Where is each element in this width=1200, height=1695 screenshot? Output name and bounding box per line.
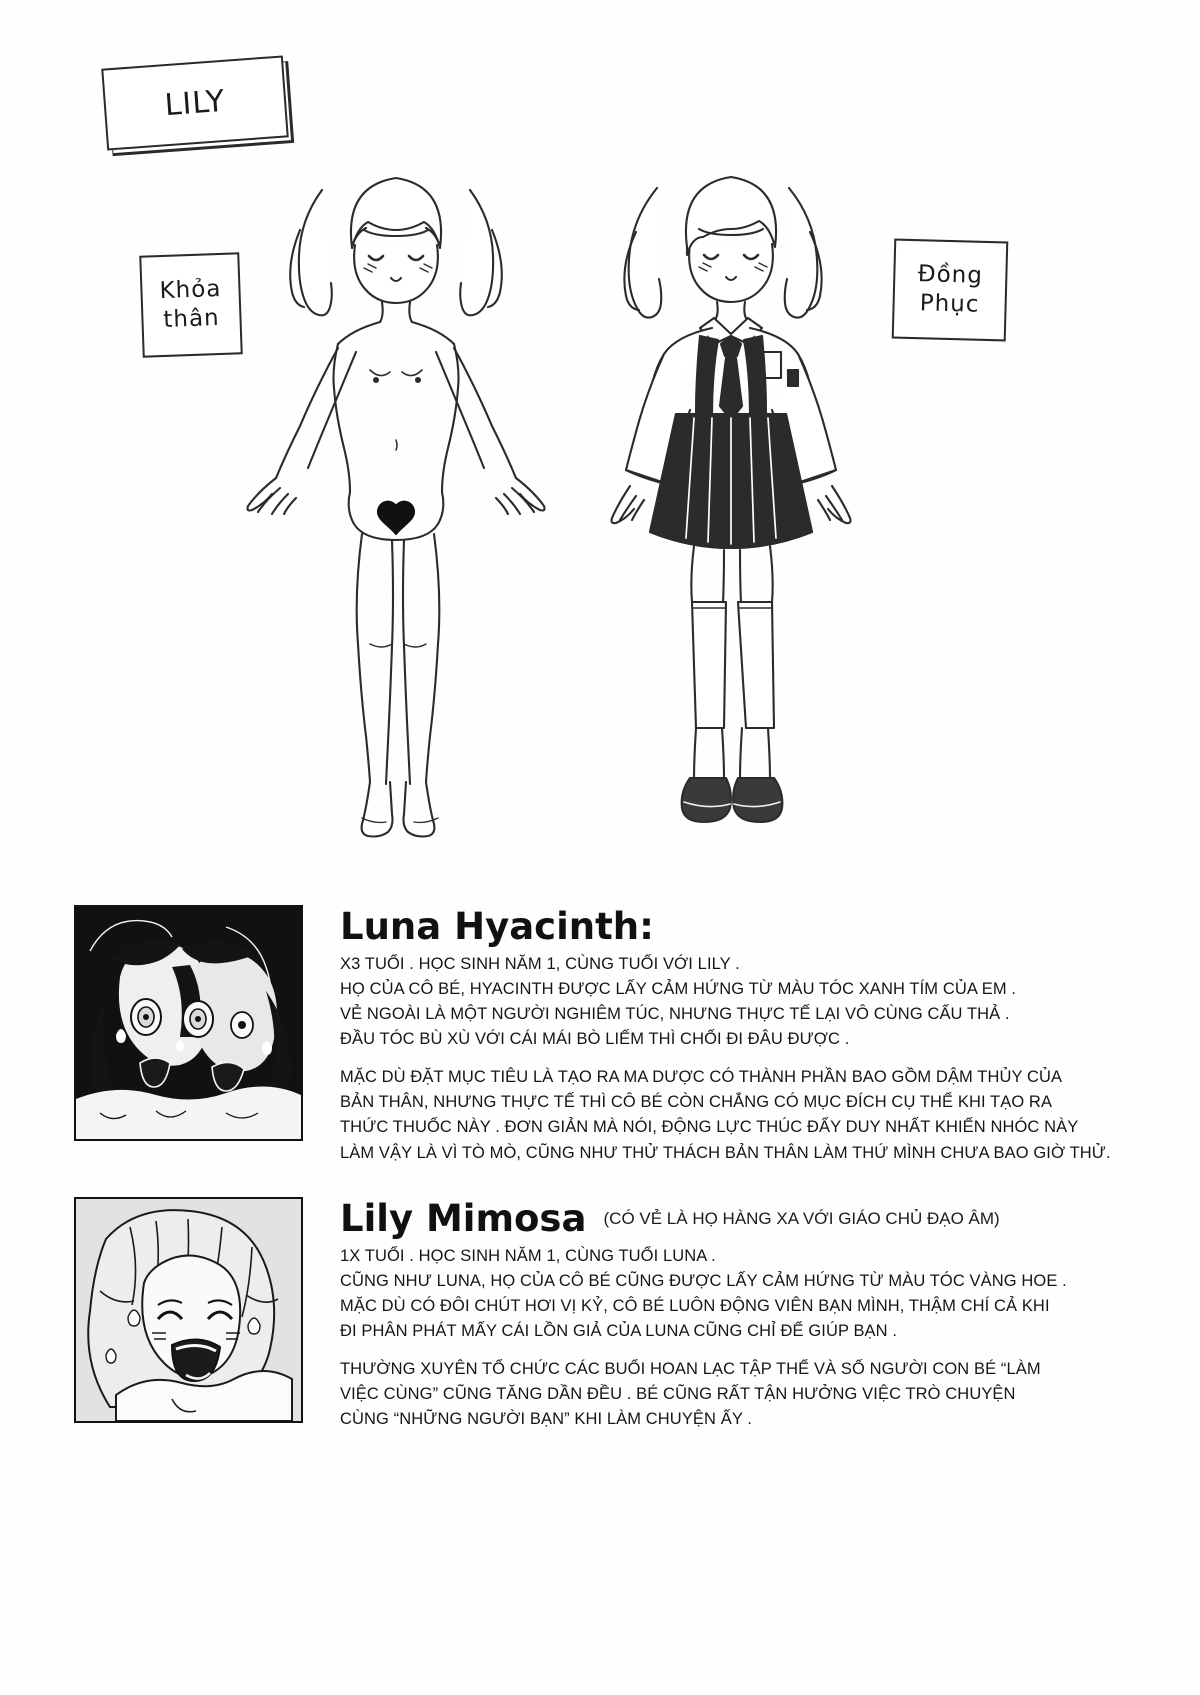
lily-p1-line2: CŨNG NHƯ LUNA, HỌ CỦA CÔ BÉ CŨNG ĐƯỢC LẤY CẢM HỨNG TỪ MÀU TÓC VÀNG HOE . (340, 1272, 1067, 1291)
luna-panel-art (76, 907, 301, 1139)
luna-info (340, 905, 1111, 1166)
luna-name: Luna Hyacinth: (340, 905, 654, 948)
luna-p2-line2: BẢN THÂN, NHƯNG THỰC TẾ THÌ CÔ BÉ CÒN CHẲNG CÓ MỤC ĐÍCH CỤ THỂ KHI TẠO RA (340, 1093, 1053, 1112)
figures-svg (0, 40, 1200, 880)
luna-p1-line3: VẺ NGOÀI LÀ MỘT NGƯỜI NGHIÊM TÚC, NHƯNG THỰC TẾ LẠI VÔ CÙNG CẨU THẢ . (340, 1005, 1010, 1024)
lily-portrait-thumbnail (74, 1197, 303, 1423)
luna-paragraph-1 (340, 952, 1060, 1052)
luna-portrait-thumbnail (74, 905, 303, 1141)
lily-p1-line4: ĐI PHÂN PHÁT MẤY CÁI LỒN GIẢ CỦA LUNA CŨNG CHỈ ĐỂ GIÚP BẠN . (340, 1322, 898, 1341)
lily-info (340, 1197, 1067, 1433)
luna-p1-line2: HỌ CỦA CÔ BÉ, HYACINTH ĐƯỢC LẤY CẢM HỨNG TỪ MÀU TÓC XANH TÍM CỦA EM . (340, 980, 1017, 999)
lily-heading-row (340, 1197, 1060, 1244)
lily-panel-art (76, 1199, 301, 1421)
lily-paragraph-1 (340, 1244, 1067, 1344)
uniform-tag-line-2: Phục (919, 290, 980, 318)
lily-paragraph-2 (340, 1357, 1060, 1432)
nude-tag-line-2: thân (162, 305, 221, 333)
luna-p2-line1: MẶC DÙ ĐẶT MỤC TIÊU LÀ TẠO RA MA DƯỢC CÓ THÀNH PHẦN BAO GỒM DẬM THỦY CỦA (340, 1068, 1063, 1087)
lily-name-note: (CÓ VẺ LÀ HỌ HÀNG XA VỚI GIÁO CHỦ ĐẠO ÂM) (603, 1209, 1000, 1228)
lily-p2-line3: CÙNG “NHỮNG NGƯỜI BẠN” KHI LÀM CHUYỆN ẤY . (340, 1410, 753, 1429)
luna-p1-line1: X3 TUỔI . HỌC SINH NĂM 1, CÙNG TUỔI VỚI LILY . (340, 955, 740, 973)
nude-tag-line-1: Khỏa (159, 276, 222, 305)
luna-p2-line4: LÀM VẬY LÀ VÌ TÒ MÒ, CŨNG NHƯ THỬ THÁCH BẢN THÂN LÀM THỨ MÌNH CHƯA BAO GIỜ THỬ. (340, 1143, 1111, 1162)
uniform-tag-line-1: Đồng (917, 261, 984, 290)
luna-p2-line3: THỨC THUỐC NÀY . ĐƠN GIẢN MÀ NÓI, ĐỘNG LỰC THÚC ĐẨY DUY NHẤT KHIẾN NHÓC NÀY (340, 1118, 1079, 1137)
lily-p2-line1: THƯỜNG XUYÊN TỔ CHỨC CÁC BUỔI HOAN LẠC TẬP THỂ VÀ SỐ NGƯỜI CON BÉ “LÀM (340, 1360, 1041, 1379)
lily-p1-line3: MẶC DÙ CÓ ĐÔI CHÚT HƠI VỊ KỶ, CÔ BÉ LUÔN ĐỘNG VIÊN BẠN MÌNH, THẬM CHÍ CẢ KHI (340, 1297, 1050, 1316)
luna-paragraph-2 (340, 1065, 1111, 1165)
lily-p1-line1: 1X TUỔI . HỌC SINH NĂM 1, CÙNG TUỔI LUNA . (340, 1247, 716, 1265)
luna-p1-line4: ĐẦU TÓC BÙ XÙ VỚI CÁI MÁI BÒ LIẾM THÌ CHỐI ĐI ĐÂU ĐƯỢC . (340, 1030, 850, 1049)
figure-uniform (612, 177, 851, 822)
lily-name: Lily Mimosa (340, 1197, 587, 1240)
figure-nude (248, 178, 545, 837)
lily-tag-label: LILY (163, 83, 227, 123)
character-reference-art (0, 40, 1200, 880)
luna-heading-row (340, 905, 1060, 952)
lily-p2-line2: VIỆC CÙNG” CŨNG TĂNG DẦN ĐỀU . BÉ CŨNG RẤT TẬN HƯỞNG VIỆC TRÒ CHUYỆN (340, 1385, 1016, 1404)
